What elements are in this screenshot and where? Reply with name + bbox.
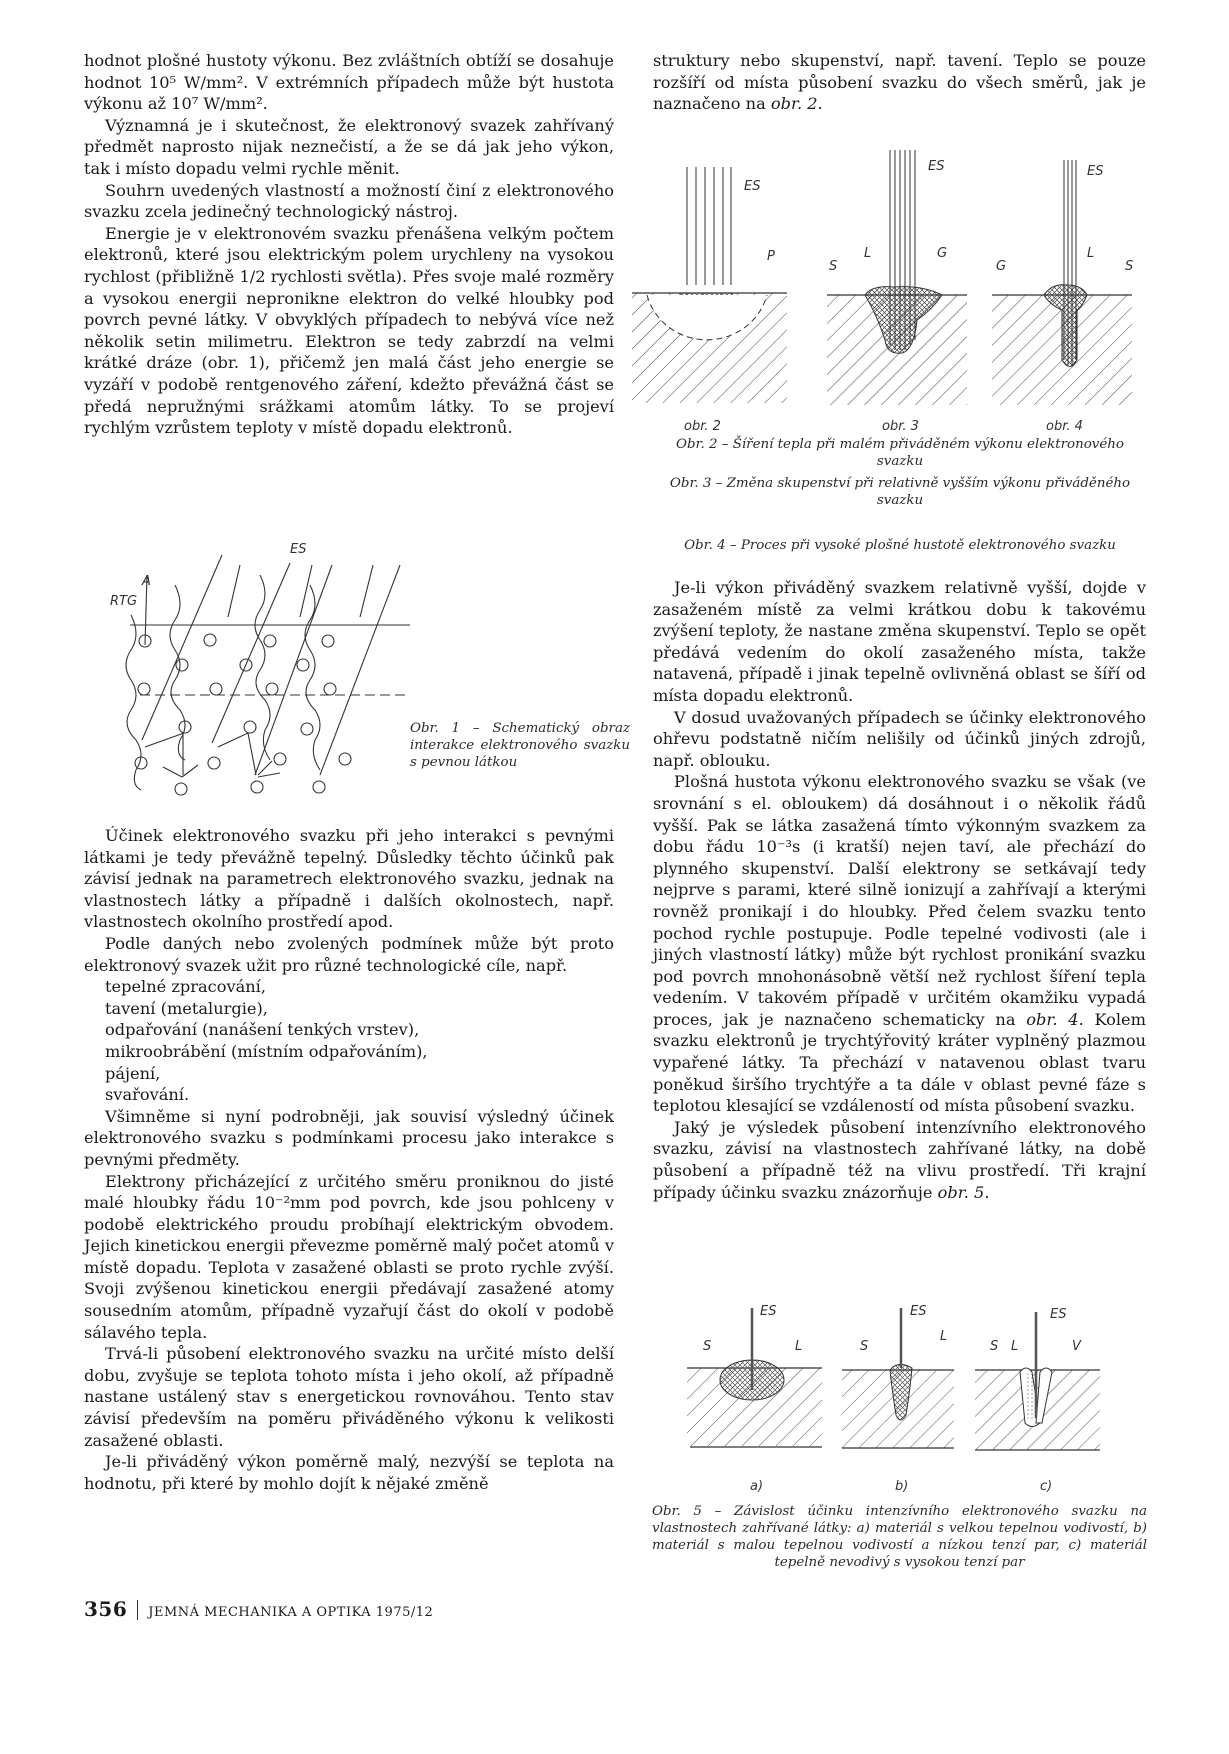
svg-text:ES: ES (928, 159, 945, 174)
svg-text:G: G (937, 246, 948, 261)
paragraph: Elektrony přicházející z určitého směru proniknou do jisté malé hloubky řádu 10⁻²mm pod povrch, kde jsou pohlceny v podobě elektrického proudu probíhají elektrickým obvodem. Jejich kinetickou energii převezme poměrně malý počet atomů v místě dopadu. Teplota v zasažené oblasti se proto rychle zvýší. Svoji zvýšenou kinetickou energii předávají zasažené atomy sousedním atomům, případně vyzařují část do okolí v podobě sálavého tepla. (84, 1171, 614, 1342)
svg-text:obr. 2: obr. 2 (684, 419, 721, 434)
svg-text:S: S (860, 1339, 869, 1354)
figure-1-diagram (100, 535, 420, 805)
figure-1-caption: Obr. 1 – Schematický obraz interakce elektronového svazku s pevnou látkou (410, 721, 630, 770)
figure-2-caption: Obr. 2 – Šíření tepla při malém přiváděném výkonu elektronového svazku (676, 437, 1124, 469)
paragraph: Souhrn uvedených vlastností a možností činí z elektronového svazku zcela jedinečný technologický nástroj. (84, 180, 614, 222)
svg-text:L: L (864, 246, 872, 261)
left-column-top (84, 50, 614, 439)
paragraph: Významná je i skutečnost, že elektronový svazek zahřívaný předmět naprosto nijak neznečistí, a že se dá jak jeho výkon, tak i místo dopadu velmi rychle měnit. (84, 115, 614, 178)
svg-text:ES: ES (1050, 1307, 1067, 1322)
svg-text:S: S (990, 1339, 999, 1354)
right-column-mid (653, 577, 1146, 1203)
svg-text:obr. 4: obr. 4 (1046, 419, 1083, 434)
figure-ref: obr. 2 (770, 94, 818, 114)
figure-ref: obr. 5 (937, 1182, 985, 1202)
list-item: tepelné zpracování, (105, 977, 266, 997)
svg-text:V: V (1072, 1339, 1081, 1354)
right-column-top (653, 50, 1146, 115)
list-item: svařování. (105, 1085, 190, 1105)
svg-text:L: L (1087, 246, 1095, 261)
label-a: A (142, 574, 151, 589)
paragraph: Jaký je výsledek působení intenzívního elektronového svazku, závisí na vlastnostech zahřívané látky, na době působení a případně též na vlivu prostředí. Tři krajní případy účinku svazku znázorňuje obr. 5. (653, 1117, 1146, 1202)
paragraph: Všimněme si nyní podrobněji, jak souvisí výsledný účinek elektronového svazku s podmínkami procesu jako interakce s pevnými předměty. (84, 1106, 614, 1169)
figures-2-3-4-diagram (632, 145, 1152, 434)
paragraph: Trvá-li působení elektronového svazku na určité místo delší dobu, zvyšuje se teplota tohoto místa i jeho okolí, až případně nastane ustálený stav s energetickou rovnováhou. Tento stav závisí především na poměru přiváděného výkonu k velikosti zasažené oblasti. (84, 1344, 614, 1450)
svg-text:S: S (703, 1339, 712, 1354)
paragraph: struktury nebo skupenství, např. tavení. Teplo se pouze rozšíří od místa působení svazku do všech směrů, jak je naznačeno na obr. 2. (653, 51, 1146, 114)
journal-name: JEMNÁ MECHANIKA A OPTIKA 1975/12 (148, 1605, 434, 1620)
svg-text:L: L (940, 1329, 948, 1344)
list-item: mikroobrábění (místním odpařováním), (105, 1041, 428, 1061)
svg-text:G: G (996, 259, 1007, 274)
footer-divider (137, 1600, 138, 1620)
figure-5-diagram (670, 1280, 1130, 1494)
svg-text:L: L (795, 1339, 803, 1354)
paragraph: V dosud uvažovaných případech se účinky elektronového ohřevu podstatně ničím nelišily od účinků jiných zdrojů, např. oblouku. (653, 707, 1146, 770)
paragraph: Plošná hustota výkonu elektronového svazku se však (ve srovnání s el. obloukem) dá dosáhnout i o několik řádů vyšší. Pak se látka zasažená tímto výkonným svazkem za dobu řádu 10⁻³s (i kratší) nejen taví, ale přechází do plynného skupenství. Další elektrony se setkávají tedy nejprve s parami, které silně ionizují a zahřívají a kterými rovněž pronikají i do hloubky. Před čelem svazku tento pochod rychle postupuje. Podle tepelné vodivosti (ale i jiných vlastností látky) může být rychlost pronikání svazku pod povrch mnohonásobně větší než rychlost šíření tepla vedením. V takovém případě v určitém okamžiku vypadá proces, jak je naznačeno schematicky na obr. 4. Kolem svazku elektronů je trychtýřovitý kráter vyplněný plazmou vypařené látky. Ta přechází v natavenou oblast tvaru poněkud širšího trychtýře a ta dále v oblast pevné fáze s teplotou klesající se vzdáleností od místa působení svazku. (653, 772, 1146, 1116)
paragraph: Energie je v elektronovém svazku přenášena velkým počtem elektronů, které jsou elektrickým polem urychleny na vysokou rychlost (přibližně 1/2 rychlosti světla). Přes svoje malé rozměry a vysokou energii nepronikne elektron do velké hloubky pod povrch pevné látky. V obvyklých případech to nebývá více než několik setin milimetru. Elektron se tedy zabrzdí na velmi krátké dráze (obr. 1), přičemž jen malá část jeho energie se vyzáří v podobě rentgenového záření, kdežto převážná část se předá nepružnými srážkami atomům látky. To se projeví rychlým vzrůstem teploty v místě dopadu elektronů. (84, 223, 614, 438)
paragraph: Je-li přiváděný výkon poměrně malý, nezvýší se teplota na hodnotu, při které by mohlo dojít k nějaké změně (84, 1452, 614, 1493)
figure-ref: obr. 4 (1026, 1009, 1079, 1029)
paragraph: Účinek elektronového svazku při jeho interakci s pevnými látkami je tedy převážně tepelný. Důsledky těchto účinků pak závisí jednak na parametrech elektronového svazku, jednak na vlastnostech látky a případně i dalších okolnostech, např. vlastnostech okolního prostředí apod. (84, 826, 614, 932)
list-item: odpařování (nanášení tenkých vrstev), (105, 1020, 420, 1040)
svg-text:a): a) (750, 1479, 764, 1494)
list-item: pájení, (105, 1063, 161, 1083)
paragraph: hodnot plošné hustoty výkonu. Bez zvláštních obtíží se dosahuje hodnot 10⁵ W/mm². V extrémních případech může být hustota výkonu až 10⁷ W/mm². (84, 51, 614, 114)
figure-3-caption: Obr. 3 – Změna skupenství při relativně vyšším výkonu přiváděného svazku (669, 476, 1131, 508)
svg-text:ES: ES (910, 1304, 927, 1319)
svg-text:P: P (767, 249, 775, 264)
svg-text:S: S (829, 259, 838, 274)
paragraph: Podle daných nebo zvolených podmínek může být proto elektronový svazek užit pro různé technologické cíle, např. (84, 933, 614, 975)
left-column-bottom (84, 825, 614, 1494)
label-rtg: RTG (110, 594, 138, 609)
label-es: ES (290, 542, 307, 557)
list-item: tavení (metalurgie), (105, 998, 268, 1018)
svg-text:b): b) (895, 1479, 909, 1494)
page-footer (84, 1597, 433, 1621)
svg-text:c): c) (1040, 1479, 1053, 1494)
paragraph: Je-li výkon přiváděný svazkem relativně vyšší, dojde v zasaženém místě za velmi krátkou dobu k takovému zvýšení teploty, že nastane změna skupenství. Teplo se opět předává vedením do okolí zasaženého místa, takže natavená, případě i jinak tepelně ovlivněná oblast se šíří od místa dopadu elektronů. (653, 578, 1146, 705)
svg-text:S: S (1125, 259, 1134, 274)
svg-text:ES: ES (744, 179, 761, 194)
svg-text:ES: ES (760, 1304, 777, 1319)
figure-4-caption: Obr. 4 – Proces při vysoké plošné hustotě elektronového svazku (684, 538, 1116, 553)
svg-text:obr. 3: obr. 3 (882, 419, 919, 434)
figure-5-caption: Obr. 5 – Závislost účinku intenzívního elektronového svazku na vlastnostech zahřívané látky: a) materiál s velkou tepelnou vodivostí, b) materiál s malou tepelnou vodivostí a nízkou tenzí par, c) materiál tepelně nevodivý s vysokou tenzí par (652, 1504, 1147, 1570)
page-number: 356 (84, 1597, 128, 1621)
svg-text:ES: ES (1087, 164, 1104, 179)
svg-text:L: L (1011, 1339, 1019, 1354)
